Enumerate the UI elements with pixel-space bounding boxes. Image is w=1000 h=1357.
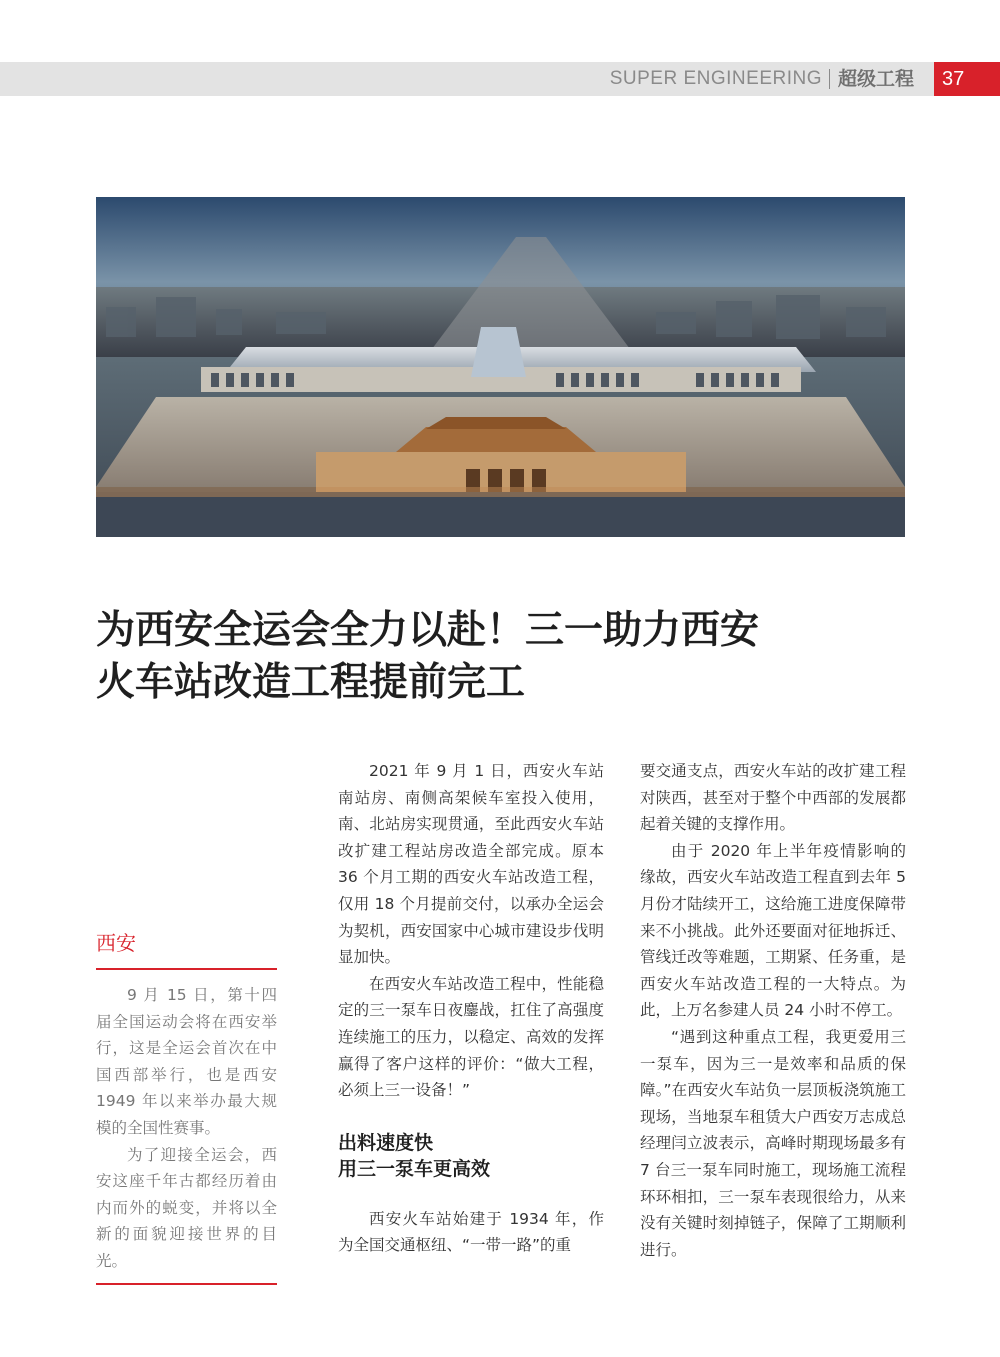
body-paragraph-1: 2021 年 9 月 1 日，西安火车站南站房、南侧高架候车室投入使用，南、北站房实现贯通，至此西安火车站改扩建工程站房改造全部完成。原本 36 个月工期的西安火车站改造工程，仅用 18 个月提前交付，以承办全运会为契机，西安国家中心城市建设步伐明显加快。 [338, 762, 604, 967]
title-line-2: 火车站改造工程提前完工 [96, 660, 526, 705]
sidebar-paragraph-2: 为了迎接全运会，西安这座千年古都经历着由内而外的蜕变，并将以全新的面貌迎接世界的目光。 [96, 1145, 277, 1270]
body-paragraph-5: “遇到这种重点工程，我更爱用三一泵车，因为三一是效率和品质的保障。”在西安火车站负一层顶板浇筑施工现场，当地泵车租赁大户西安万志成总经理闫立波表示，高峰时期现场最多有 7 台三一泵车同时施工，现场施工流程环环相扣，三一泵车表现很给力，从来没有关键时刻掉链子，保障了工期顺利进行。 [640, 1027, 906, 1259]
body-column-2 [640, 758, 906, 1263]
station-rendering-illustration [96, 197, 905, 537]
body-paragraph-4: 由于 2020 年上半年疫情影响的缘故，西安火车站改造工程直到去年 5 月份才陆续开工，这给施工进度保障带来不小挑战。此外还要面对征地拆迁、管线迁改等难题，工期紧、任务重，是西安火车站改造工程的一大特点。为此，上万名参建人员 24 小时不停工。 [640, 841, 906, 1020]
body-paragraph-3-continued: 要交通支点，西安火车站的改扩建工程对陕西，甚至对于整个中西部的发展都起着关键的支撑作用。 [640, 762, 906, 834]
body-paragraph-2: 在西安火车站改造工程中，性能稳定的三一泵车日夜鏖战，扛住了高强度连续施工的压力，以稳定、高效的发挥赢得了客户这样的评价：“做大工程，必须上三一设备！” [338, 974, 604, 1100]
section-subheading [338, 1130, 604, 1182]
subheading-line-2: 用三一泵车更高效 [338, 1157, 491, 1180]
sidebar-box [96, 930, 277, 1285]
sidebar-paragraph-1: 9 月 15 日，第十四届全国运动会将在西安举行，这是全运会首次在中国西部举行，也是西安 1949 年以来举办最大规模的全国性赛事。 [96, 986, 277, 1137]
title-line-1: 为西安全运会全力以赴！三一助力西安 [96, 608, 760, 653]
body-column-1 [338, 758, 604, 1259]
body-paragraph-3: 西安火车站始建于 1934 年，作为全国交通枢纽、“一带一路”的重 [338, 1209, 604, 1255]
section-label-en: SUPER ENGINEERING [609, 68, 822, 89]
page-number: 37 [934, 62, 1000, 96]
sidebar-bottom-rule [96, 1283, 277, 1285]
subheading-line-1: 出料速度快 [338, 1131, 434, 1154]
hero-image [96, 197, 905, 537]
sidebar-heading: 西安 [96, 930, 277, 970]
header-divider [829, 69, 830, 89]
section-label-cn: 超级工程 [838, 68, 915, 90]
article-title [96, 605, 916, 709]
